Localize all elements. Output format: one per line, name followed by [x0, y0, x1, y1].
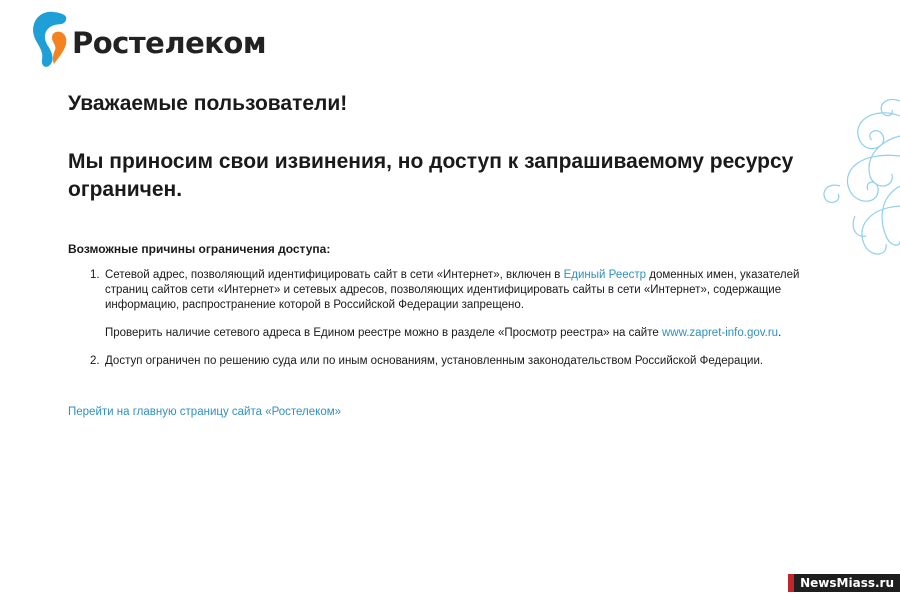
- apology-heading: Мы приносим свои извинения, но доступ к запрашиваемому ресурсу ограничен.: [68, 150, 794, 201]
- watermark-square-icon: [788, 574, 794, 592]
- watermark-text: NewsMiass.ru: [800, 576, 894, 590]
- reasons-list: [68, 268, 808, 369]
- rostelecom-logo-icon: [28, 8, 70, 70]
- reason-item-1: [68, 268, 808, 341]
- logo-wordmark: Ростелеком: [72, 26, 267, 60]
- greeting-heading: Уважаемые пользователи!: [68, 92, 348, 115]
- reason-1-text: Сетевой адрес, позволяющий идентифицировать сайт в сети «Интернет», включен в Единый Реестр доменных имен, указателей страниц сайтов сети «Интернет» и сетевых адресов, позволяющих идентифицировать сайты в сети «Интернет», содержащие информацию, распространение которой в Российской Федерации запрещено.: [105, 269, 800, 311]
- zapret-info-link[interactable]: www.zapret-info.gov.ru: [661, 327, 779, 339]
- home-page-link[interactable]: Перейти на главную страницу сайта «Ростелеком»: [68, 406, 342, 418]
- watermark-badge: [788, 574, 900, 592]
- registry-link[interactable]: Единый Реестр: [563, 269, 647, 281]
- rostelecom-logo[interactable]: [28, 8, 266, 70]
- reasons-title: Возможные причины ограничения доступа:: [68, 242, 331, 256]
- reason-number: 2.: [90, 355, 100, 367]
- reason-2-text: Доступ ограничен по решению суда или по иным основаниям, установленным законодательством Российской Федерации.: [105, 355, 764, 367]
- decorative-swirl-icon: [820, 96, 900, 266]
- reason-1-check-text: Проверить наличие сетевого адреса в Едином реестре можно в разделе «Просмотр реестра» на сайте www.zapret-info.gov.ru.: [105, 327, 782, 339]
- reason-item-2: [68, 354, 808, 369]
- reason-number: 1.: [90, 269, 100, 281]
